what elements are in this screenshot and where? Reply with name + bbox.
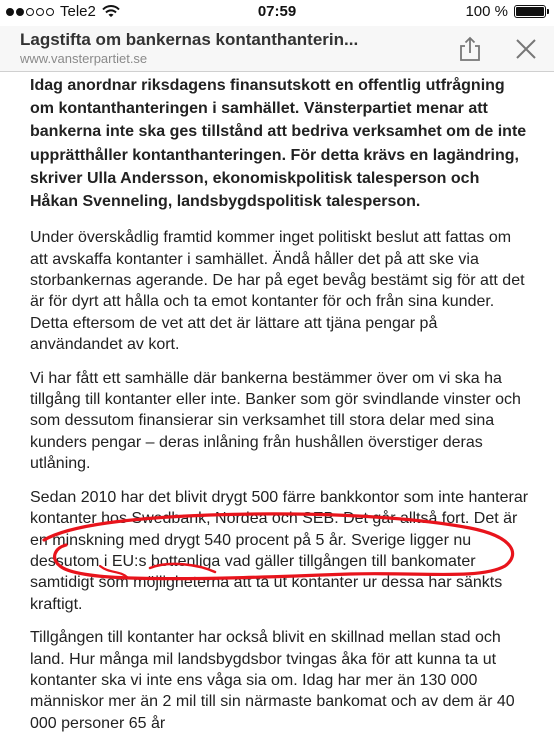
article-paragraph: Sedan 2010 har det blivit drygt 500 färre bankkontor som inte hanterar kontanter hos Swedbank, Nordea och SEB. Det går alltså fort. Det är en minskning med drygt 540 procent på 5 år. Sverige ligger nu dessutom i EU:s bottenliga vad gäller tillgången till bankomater samtidigt som möjligheterna att ta ut kontanter ur dessa har sänkts kraftigt. <box>30 488 529 613</box>
close-icon[interactable] <box>511 34 541 64</box>
status-bar <box>0 0 554 26</box>
article-paragraph: Under överskådlig framtid kommer inget politiskt beslut att fattas om att avskaffa kontanter i samhället. Ändå håller det på att ske via storbankernas agerande. De har på eget bevåg bestämt sig för att det är för dyrt att hålla och ta emot kontanter för och från sina kunder. Detta eftersom de vet att det är lättare att tjäna pengar på användandet av kort. <box>30 229 525 354</box>
status-right <box>465 3 546 20</box>
page-url[interactable]: www.vansterpartiet.se <box>20 51 148 66</box>
article-paragraph: Tillgången till kontanter har också blivit en skillnad mellan stad och land. Hur många mil landsbygdsbor tvingas åka för att kunna ta ut kontanter ska vi inte ens våga sia om. Idag har mer än 130 000 människor mer än 2 mil till sin närmaste bankomat och av dem är 40 000 personer 65 år <box>30 629 515 732</box>
share-icon[interactable] <box>455 34 485 64</box>
article-paragraph: Vi har fått ett samhälle där bankerna bestämmer över om vi ska ha tillgång till kontanter eller inte. Banker som gör svindlande vinster och som dessutom finansierar sin verksamhet till stora delar med sina kunders pengar – deras inlåning från hushållen överstiger deras utlåning. <box>30 369 521 473</box>
article-lead: Idag anordnar riksdagens finansutskott en offentlig utfrågning om kontanthanteringen i samhället. Vänsterpartiet menar att bankerna inte ska ges tillstånd att bedriva verksamhet om de inte upprätthåller kontanthanteringen. För detta krävs en lagändring, skriver Ulla Andersson, ekonomiskpolitisk talesperson och Håkan Svenneling, landsbygdspolitisk talesperson. <box>30 77 527 211</box>
article-body <box>30 72 530 746</box>
battery-fill <box>516 7 544 16</box>
battery-icon <box>514 5 546 18</box>
browser-nav-bar <box>0 26 554 72</box>
battery-percent: 100 % <box>465 3 508 20</box>
page-title[interactable]: Lagstifta om bankernas kontanthanterin... <box>20 30 359 49</box>
status-time: 07:59 <box>257 3 297 20</box>
carrier-name: Tele2 <box>60 3 96 20</box>
